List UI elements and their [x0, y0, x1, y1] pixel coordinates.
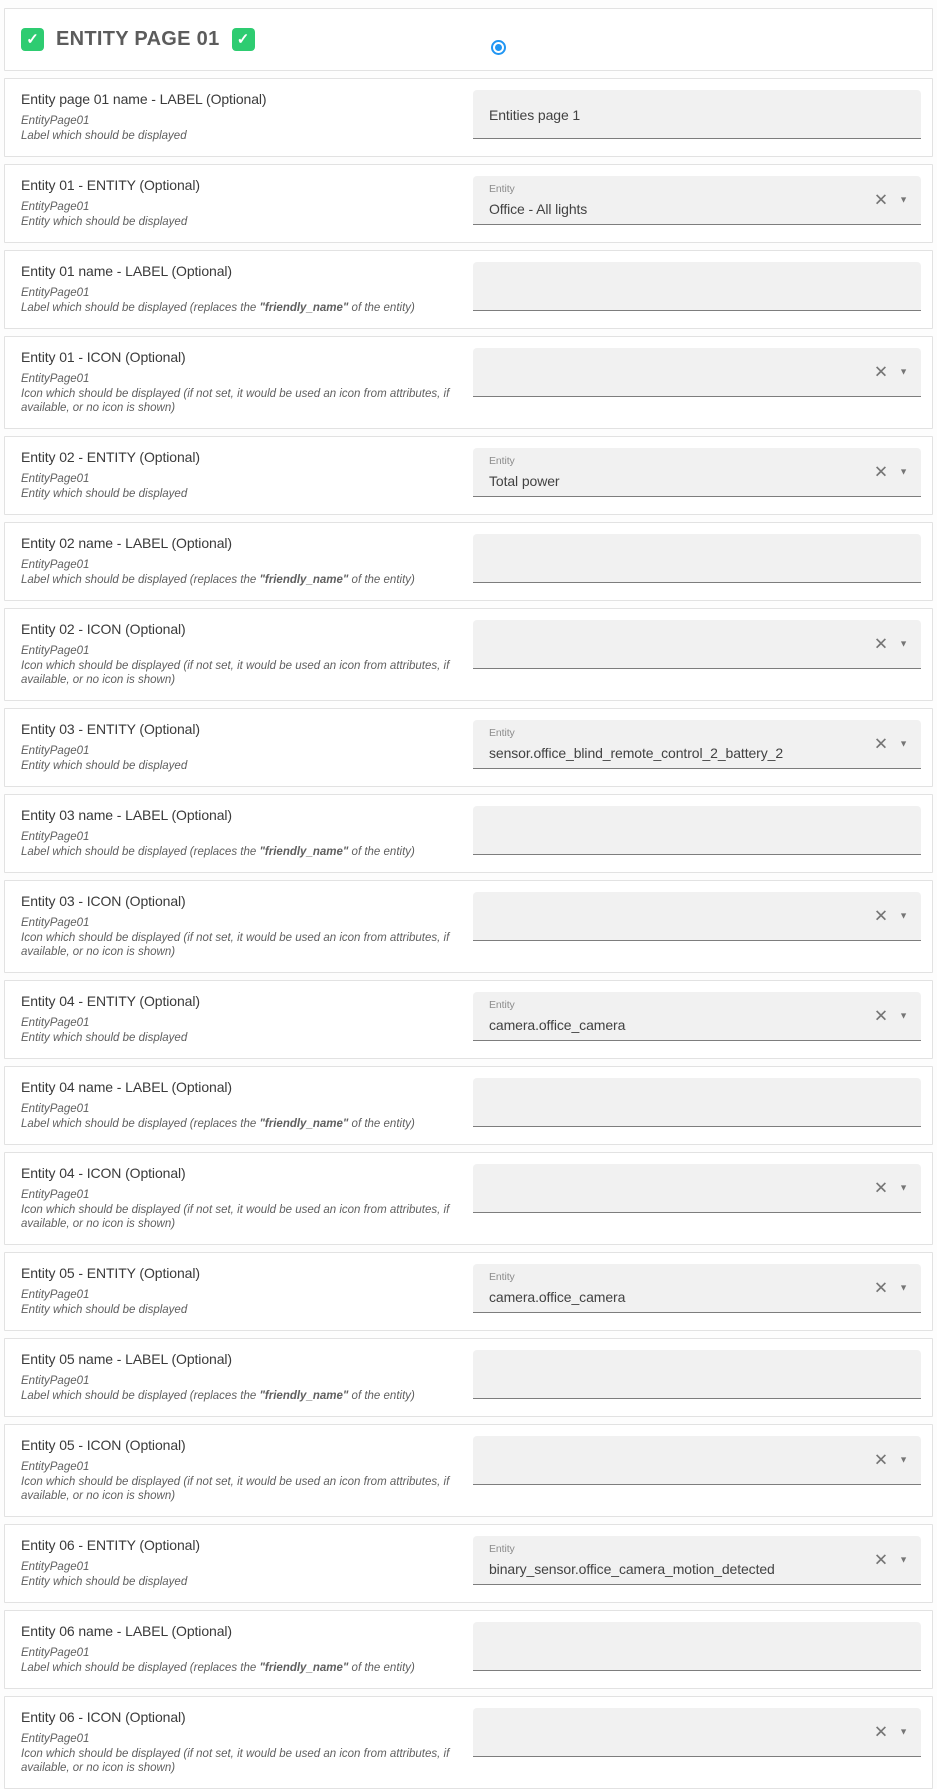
field-icons [874, 1180, 908, 1197]
row-description-text: Icon which should be displayed (if not set, it would be used an icon from attributes, if available, or no icon is shown) [21, 660, 450, 686]
field-icons [874, 364, 908, 381]
row-description-bold: "friendly_name" [259, 1118, 349, 1130]
chevron-down-icon[interactable]: ▼ [899, 738, 908, 749]
row-description [21, 1303, 461, 1317]
row-field[interactable] [473, 448, 921, 497]
row-widget-id: EntityPage01 [21, 745, 90, 757]
row-description-text: Entity which should be displayed [21, 216, 188, 228]
row-info [21, 1436, 473, 1503]
field-icons [874, 1280, 908, 1297]
row-widget-id: EntityPage01 [21, 1561, 90, 1573]
row-label: Entity 06 - ENTITY (Optional) [21, 1537, 200, 1553]
row-field[interactable] [473, 1078, 921, 1127]
radio-dot-icon [495, 44, 502, 51]
clear-icon[interactable]: ✕ [873, 1550, 889, 1570]
row-widget-id: EntityPage01 [21, 287, 90, 299]
chevron-down-icon[interactable]: ▼ [899, 1282, 908, 1293]
field-icons [874, 192, 908, 209]
row-description-text: Entity which should be displayed [21, 488, 188, 500]
row-label: Entity 01 - ICON (Optional) [21, 349, 186, 365]
row-description-text: Icon which should be displayed (if not set, it would be used an icon from attributes, if available, or no icon is shown) [21, 1204, 450, 1230]
field-value: Office - All lights [489, 201, 588, 217]
row-description-tail: of the entity) [348, 302, 415, 314]
row-label: Entity page 01 name - LABEL (Optional) [21, 91, 267, 107]
clear-icon[interactable]: ✕ [873, 734, 889, 754]
row-info [21, 1708, 473, 1775]
field-label: Entity [489, 1271, 515, 1283]
row-field[interactable] [473, 892, 921, 941]
row-field[interactable] [473, 348, 921, 397]
row-description-text: Label which should be displayed (replaces the [21, 574, 260, 586]
row-info [21, 90, 473, 143]
row-label: Entity 04 - ICON (Optional) [21, 1165, 186, 1181]
chevron-down-icon[interactable]: ▼ [899, 910, 908, 921]
clear-icon[interactable]: ✕ [873, 190, 889, 210]
row-description [21, 215, 461, 229]
field-icons [874, 1552, 908, 1569]
page-title: ENTITY PAGE 01 [56, 28, 220, 50]
clear-icon[interactable]: ✕ [873, 1450, 889, 1470]
row-widget-id: EntityPage01 [21, 1733, 90, 1745]
row-description-text: Icon which should be displayed (if not set, it would be used an icon from attributes, if available, or no icon is shown) [21, 1476, 450, 1502]
header-radio-button[interactable] [491, 40, 506, 55]
row-field[interactable] [473, 1536, 921, 1585]
row-field[interactable] [473, 90, 921, 139]
form-row [4, 980, 933, 1059]
field-value: camera.office_camera [489, 1017, 626, 1033]
row-field[interactable] [473, 1436, 921, 1485]
row-description [21, 573, 461, 587]
chevron-down-icon[interactable]: ▼ [899, 638, 908, 649]
form-row [4, 1696, 933, 1789]
row-label: Entity 02 name - LABEL (Optional) [21, 535, 232, 551]
field-value: Total power [489, 473, 560, 489]
row-info [21, 1164, 473, 1231]
form-rows [0, 78, 937, 1789]
field-value: sensor.office_blind_remote_control_2_battery_2 [489, 745, 784, 761]
row-description-tail: of the entity) [348, 1390, 415, 1402]
field-icons [874, 636, 908, 653]
clear-icon[interactable]: ✕ [873, 1178, 889, 1198]
row-label: Entity 05 name - LABEL (Optional) [21, 1351, 232, 1367]
row-widget-id: EntityPage01 [21, 1647, 90, 1659]
row-description-text: Icon which should be displayed (if not set, it would be used an icon from attributes, if available, or no icon is shown) [21, 1748, 450, 1774]
row-info [21, 1078, 473, 1131]
row-field[interactable] [473, 806, 921, 855]
chevron-down-icon[interactable]: ▼ [899, 1554, 908, 1565]
row-widget-id: EntityPage01 [21, 1017, 90, 1029]
chevron-down-icon[interactable]: ▼ [899, 1182, 908, 1193]
row-widget-id: EntityPage01 [21, 1189, 90, 1201]
row-widget-id: EntityPage01 [21, 645, 90, 657]
form-row [4, 1338, 933, 1417]
row-description [21, 659, 461, 687]
form-row [4, 1066, 933, 1145]
row-field[interactable] [473, 1350, 921, 1399]
form-row [4, 794, 933, 873]
form-row [4, 336, 933, 429]
row-widget-id: EntityPage01 [21, 1375, 90, 1387]
row-description-bold: "friendly_name" [259, 302, 349, 314]
form-row [4, 1424, 933, 1517]
row-description-text: Entity which should be displayed [21, 760, 188, 772]
row-description [21, 301, 461, 315]
row-description-tail: of the entity) [348, 574, 415, 586]
row-info [21, 262, 473, 315]
row-widget-id: EntityPage01 [21, 473, 90, 485]
row-info [21, 176, 473, 229]
form-row [4, 1152, 933, 1245]
clear-icon[interactable]: ✕ [873, 1278, 889, 1298]
row-description-text: Label which should be displayed (replaces the [21, 1390, 260, 1402]
row-description-tail: of the entity) [348, 1662, 415, 1674]
row-info [21, 448, 473, 501]
row-description [21, 387, 461, 415]
row-description [21, 1575, 461, 1589]
row-label: Entity 02 - ICON (Optional) [21, 621, 186, 637]
row-label: Entity 03 - ICON (Optional) [21, 893, 186, 909]
row-info [21, 1622, 473, 1675]
row-label: Entity 04 - ENTITY (Optional) [21, 993, 200, 1009]
form-row [4, 436, 933, 515]
row-widget-id: EntityPage01 [21, 559, 90, 571]
row-info [21, 892, 473, 959]
header-checkbox-left[interactable] [21, 28, 44, 51]
row-description-bold: "friendly_name" [259, 846, 349, 858]
row-info [21, 992, 473, 1045]
row-description [21, 487, 461, 501]
form-row [4, 880, 933, 973]
row-info [21, 534, 473, 587]
row-info [21, 620, 473, 687]
form-row [4, 78, 933, 157]
row-widget-id: EntityPage01 [21, 373, 90, 385]
row-field[interactable] [473, 1164, 921, 1213]
clear-icon[interactable]: ✕ [873, 462, 889, 482]
row-info [21, 1536, 473, 1589]
row-description [21, 845, 461, 859]
field-label: Entity [489, 727, 515, 739]
row-description-text: Icon which should be displayed (if not set, it would be used an icon from attributes, if available, or no icon is shown) [21, 932, 450, 958]
row-widget-id: EntityPage01 [21, 115, 90, 127]
row-widget-id: EntityPage01 [21, 917, 90, 929]
form-row [4, 250, 933, 329]
clear-icon[interactable]: ✕ [873, 1006, 889, 1026]
chevron-down-icon[interactable]: ▼ [899, 194, 908, 205]
form-row [4, 1252, 933, 1331]
field-label: Entity [489, 999, 515, 1011]
chevron-down-icon[interactable]: ▼ [899, 1010, 908, 1021]
field-icons [874, 1452, 908, 1469]
row-label: Entity 05 - ICON (Optional) [21, 1437, 186, 1453]
form-row [4, 1610, 933, 1689]
row-info [21, 1264, 473, 1317]
field-icons [874, 1008, 908, 1025]
row-description-text: Label which should be displayed (replaces the [21, 1662, 260, 1674]
row-description [21, 1031, 461, 1045]
row-description-text: Entity which should be displayed [21, 1576, 188, 1588]
row-label: Entity 03 - ENTITY (Optional) [21, 721, 200, 737]
row-field[interactable] [473, 1264, 921, 1313]
row-widget-id: EntityPage01 [21, 201, 90, 213]
row-label: Entity 02 - ENTITY (Optional) [21, 449, 200, 465]
field-icons [874, 464, 908, 481]
row-field[interactable] [473, 720, 921, 769]
form-row [4, 708, 933, 787]
row-info [21, 806, 473, 859]
row-label: Entity 04 name - LABEL (Optional) [21, 1079, 232, 1095]
field-icons [874, 736, 908, 753]
field-value: Entities page 1 [489, 107, 581, 123]
row-field[interactable] [473, 1622, 921, 1671]
checkmark-icon: ✓ [236, 31, 250, 48]
row-description-bold: "friendly_name" [259, 574, 349, 586]
row-widget-id: EntityPage01 [21, 1461, 90, 1473]
row-description-text: Label which should be displayed (replaces the [21, 1118, 260, 1130]
field-icons [874, 1724, 908, 1741]
row-description-text: Entity which should be displayed [21, 1304, 188, 1316]
row-description-tail: of the entity) [348, 1118, 415, 1130]
checkmark-icon: ✓ [26, 31, 39, 48]
row-description [21, 759, 461, 773]
row-field[interactable] [473, 1708, 921, 1757]
row-description [21, 129, 461, 143]
row-description-bold: "friendly_name" [259, 1662, 349, 1674]
field-label: Entity [489, 183, 515, 195]
field-label: Entity [489, 455, 515, 467]
row-info [21, 1350, 473, 1403]
row-label: Entity 01 name - LABEL (Optional) [21, 263, 232, 279]
field-value: binary_sensor.office_camera_motion_detected [489, 1561, 775, 1577]
row-field[interactable] [473, 262, 921, 311]
row-description [21, 1661, 461, 1675]
row-description-text: Label which should be displayed (replaces the [21, 846, 260, 858]
header-checkbox-right[interactable] [232, 28, 255, 51]
clear-icon[interactable]: ✕ [873, 906, 889, 926]
field-icons [874, 908, 908, 925]
row-widget-id: EntityPage01 [21, 1103, 90, 1115]
row-label: Entity 05 - ENTITY (Optional) [21, 1265, 200, 1281]
row-description-bold: "friendly_name" [259, 1390, 349, 1402]
row-info [21, 720, 473, 773]
row-field[interactable] [473, 534, 921, 583]
row-description [21, 1203, 461, 1231]
row-label: Entity 06 - ICON (Optional) [21, 1709, 186, 1725]
row-widget-id: EntityPage01 [21, 1289, 90, 1301]
row-field[interactable] [473, 176, 921, 225]
row-field[interactable] [473, 620, 921, 669]
row-widget-id: EntityPage01 [21, 831, 90, 843]
row-info [21, 348, 473, 415]
row-description [21, 1475, 461, 1503]
field-value: camera.office_camera [489, 1289, 626, 1305]
chevron-down-icon[interactable]: ▼ [899, 366, 908, 377]
row-description [21, 1389, 461, 1403]
chevron-down-icon[interactable]: ▼ [899, 466, 908, 477]
row-label: Entity 01 - ENTITY (Optional) [21, 177, 200, 193]
row-label: Entity 03 name - LABEL (Optional) [21, 807, 232, 823]
page-header [4, 8, 933, 71]
chevron-down-icon[interactable]: ▼ [899, 1726, 908, 1737]
clear-icon[interactable]: ✕ [873, 1722, 889, 1742]
row-description-text: Label which should be displayed [21, 130, 187, 142]
row-description-tail: of the entity) [348, 846, 415, 858]
row-description [21, 931, 461, 959]
row-description-text: Entity which should be displayed [21, 1032, 188, 1044]
clear-icon[interactable]: ✕ [873, 634, 889, 654]
row-field[interactable] [473, 992, 921, 1041]
field-label: Entity [489, 1543, 515, 1555]
form-row [4, 1524, 933, 1603]
row-description [21, 1747, 461, 1775]
row-description [21, 1117, 461, 1131]
row-description-text: Icon which should be displayed (if not set, it would be used an icon from attributes, if available, or no icon is shown) [21, 388, 450, 414]
row-description-text: Label which should be displayed (replaces the [21, 302, 260, 314]
row-label: Entity 06 name - LABEL (Optional) [21, 1623, 232, 1639]
form-row [4, 608, 933, 701]
form-row [4, 164, 933, 243]
clear-icon[interactable]: ✕ [873, 362, 889, 382]
chevron-down-icon[interactable]: ▼ [899, 1454, 908, 1465]
form-row [4, 522, 933, 601]
